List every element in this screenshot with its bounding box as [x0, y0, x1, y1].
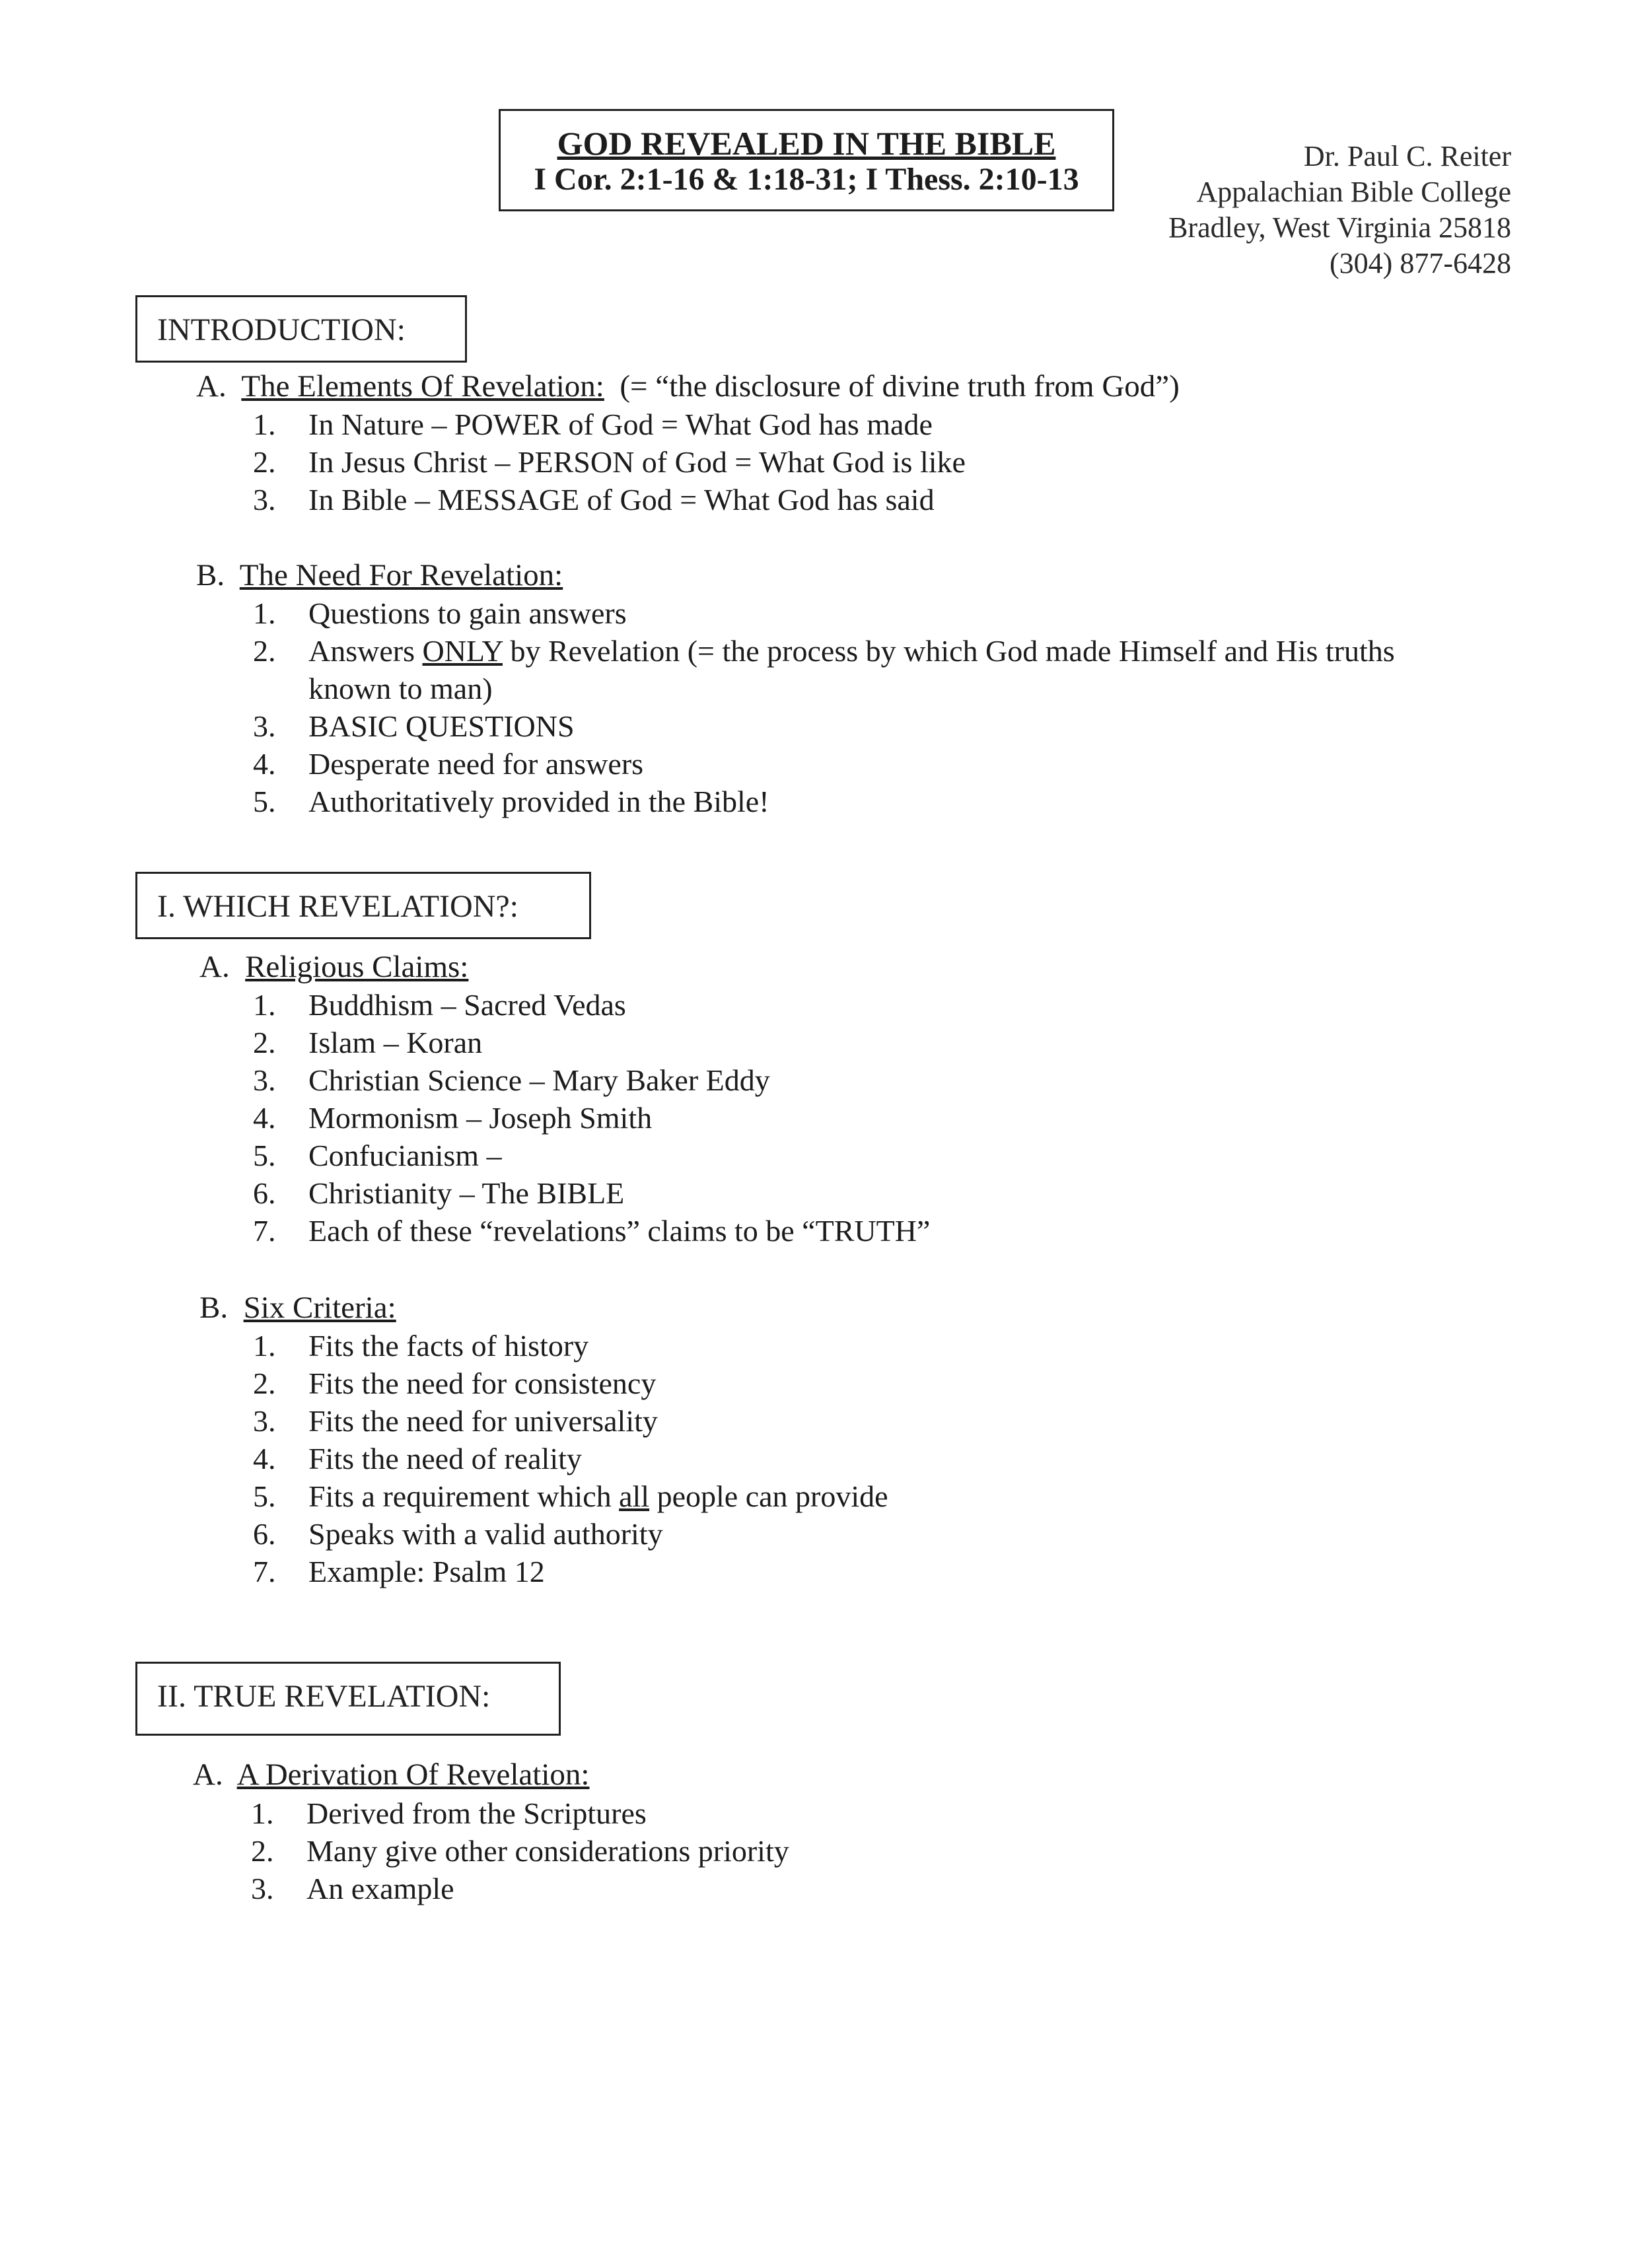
title-box [499, 109, 1114, 211]
subsection-heading [199, 948, 468, 986]
list-item: 1. Questions to gain answers [253, 596, 627, 630]
list-item: 5. Confucianism – [253, 1139, 502, 1172]
list-item: 1. Fits the facts of history [253, 1329, 589, 1363]
subsection-title: A Derivation Of Revelation: [236, 1757, 590, 1792]
list-item: 1. Derived from the Scriptures [251, 1796, 647, 1830]
list-item: 7. Example: Psalm 12 [253, 1555, 545, 1588]
list-item: 1. Buddhism – Sacred Vedas [253, 988, 626, 1022]
list-item: 4. Mormonism – Joseph Smith [253, 1101, 653, 1135]
list-item: 2. Answers ONLY by Revelation (= the process by which God made Himself and His truths known to man) [253, 634, 1395, 705]
list-item: 3. BASIC QUESTIONS [253, 709, 575, 743]
list-item: 6. Christianity – The BIBLE [253, 1176, 625, 1210]
section-heading-label: I. WHICH REVELATION?: [157, 889, 519, 924]
subsection-heading [196, 557, 563, 594]
list-item: 2. Fits the need for consistency [253, 1366, 657, 1400]
subsection-heading [193, 1756, 589, 1794]
list-item: 6. Speaks with a valid authority [253, 1517, 663, 1551]
section-heading-label: INTRODUCTION: [157, 312, 406, 347]
item-list [253, 406, 966, 518]
list-item: 4. Fits the need of reality [253, 1442, 582, 1475]
list-item: 7. Each of these “revelations” claims to be “TRUTH” [253, 1214, 931, 1248]
emphasis-word: all [619, 1479, 650, 1513]
section-heading-true-revelation [135, 1662, 561, 1736]
item-list [253, 594, 1395, 820]
list-item: 2. Many give other considerations priority [251, 1834, 789, 1868]
list-item: 3. An example [251, 1872, 454, 1905]
list-item: 3. Christian Science – Mary Baker Eddy [253, 1063, 770, 1097]
item-list [253, 1327, 888, 1590]
author-name: Dr. Paul C. Reiter [1303, 140, 1511, 172]
subsection-title: The Need For Revelation: [239, 558, 563, 592]
list-item: 1. In Nature – POWER of God = What God has made [253, 408, 933, 441]
item-list [251, 1794, 789, 1907]
subsection-heading [196, 368, 1180, 406]
section-heading-which-revelation [135, 872, 591, 939]
list-item: 5. Authoritatively provided in the Bible! [253, 785, 769, 818]
author-block [1168, 139, 1511, 281]
subsection-note: (= “the disclosure of divine truth from God”) [620, 369, 1180, 404]
list-item: 2. Islam – Koran [253, 1026, 483, 1059]
list-item: 4. Desperate need for answers [253, 747, 644, 781]
document-title: GOD REVEALED IN THE BIBLE [557, 125, 1056, 162]
subsection-letter: A. [193, 1757, 223, 1792]
subsection-letter: A. [199, 950, 230, 984]
subsection-title: Six Criteria: [243, 1291, 396, 1325]
scripture-reference: I Cor. 2:1-16 & 1:18-31; I Thess. 2:10-13 [534, 162, 1079, 197]
author-school: Appalachian Bible College [1196, 176, 1511, 208]
subsection-letter: B. [196, 558, 225, 592]
section-heading-introduction [135, 295, 467, 363]
list-item: 3. In Bible – MESSAGE of God = What God has said [253, 483, 935, 516]
list-item: 3. Fits the need for universality [253, 1404, 658, 1438]
subsection-letter: B. [199, 1291, 229, 1325]
list-item: 2. In Jesus Christ – PERSON of God = What God is like [253, 445, 966, 479]
section-heading-label: II. TRUE REVELATION: [157, 1679, 491, 1714]
subsection-heading [199, 1289, 396, 1327]
author-phone: (304) 877-6428 [1330, 247, 1511, 279]
list-item: 5. Fits a requirement which all people can provide [253, 1479, 888, 1513]
subsection-title: The Elements Of Revelation: [241, 369, 604, 404]
subsection-letter: A. [196, 369, 227, 404]
emphasis-word: ONLY [422, 634, 503, 668]
item-list [253, 986, 930, 1250]
author-location: Bradley, West Virginia 25818 [1168, 211, 1511, 244]
subsection-title: Religious Claims: [245, 950, 469, 984]
